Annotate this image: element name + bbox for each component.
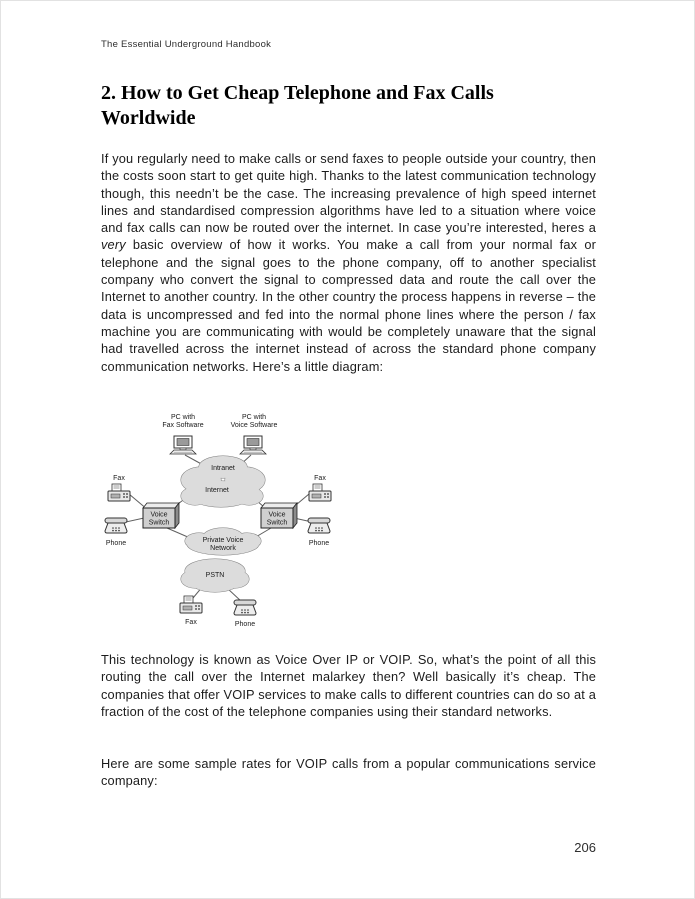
voice-switch-right-label-line2: Switch (266, 519, 288, 527)
page-number: 206 (574, 840, 596, 855)
private-voice-label-line1: Private Voice (202, 537, 244, 544)
paragraph-intro-text: If you regularly need to make calls or send faxes to people outside your country, then the costs soon start to get quite high. Thanks to the latest communication technology though, this needn’t be the case. The increasing prevalence of high speed internet lines and standardised compression algorithms have led to a situation where voice and fax calls can now be routed over the internet. In case you’re interested, heres a (101, 151, 596, 236)
fax-bottom-icon (180, 596, 202, 613)
phone-right-label: Phone (308, 540, 330, 547)
phone-bottom-icon (234, 600, 256, 615)
internet-label: Internet (205, 487, 229, 494)
fax-bottom-label: Fax (185, 619, 197, 626)
paragraph-rates-intro: Here are some sample rates for VOIP calls from a popular communications service company: (101, 756, 596, 789)
pc-fax-label-line1: PC with (170, 414, 196, 421)
paragraph-voip: This technology is known as Voice Over IP or VOIP. So, what’s the point of all this routing the call over the Internet malarkey then? Well basically it’s cheap. The companies that offer VOIP services to make calls to different countries can do so at a fraction of the cost of the telephone companies using their standard networks. (101, 652, 596, 719)
intranet-label: Intranet (211, 465, 235, 472)
paragraph-intro (101, 150, 596, 375)
voip-network-diagram (101, 410, 351, 648)
pc-fax-icon (170, 436, 196, 454)
running-header: The Essential Underground Handbook (101, 39, 272, 50)
pc-fax-label-line2: Fax Software (162, 422, 204, 429)
chapter-title: 2. How to Get Cheap Telephone and Fax Calls Worldwide (101, 82, 494, 129)
fax-left-icon (108, 484, 130, 501)
emphasis-very: very (101, 237, 126, 253)
pc-voice-icon (240, 436, 266, 454)
pc-voice-label-line2: Voice Software (230, 422, 278, 429)
phone-left-icon (105, 518, 127, 533)
voip-diagram-svg (101, 410, 351, 648)
voice-switch-right-label-line1: Voice (268, 511, 286, 519)
phone-left-label: Phone (105, 540, 127, 547)
voice-switch-left-label-line1: Voice (150, 511, 168, 519)
pstn-label: PSTN (205, 572, 225, 579)
internet-cloud (181, 456, 265, 507)
phone-bottom-label: Phone (234, 621, 256, 628)
fax-left-label: Fax (113, 475, 125, 482)
private-voice-label-line2: Network (210, 545, 236, 552)
fax-right-icon (309, 484, 331, 501)
phone-right-icon (308, 518, 330, 533)
pc-voice-label-line1: PC with (241, 414, 267, 421)
voice-switch-left-label-line2: Switch (148, 519, 170, 527)
fax-right-label: Fax (314, 475, 326, 482)
paragraph-intro-text-cont: basic overview of how it works. You make a call from your normal fax or telephone and the signal goes to the phone company, off to another specialist company who convert the signal to compressed data and route the call over the Internet to another country. In the other country the process happens in reverse – the data is uncompressed and fed into the normal phone lines where the person / fax machine you are communicating with would be completely unaware that the signal had travelled across the internet instead of across the standard phone company communication networks. Here’s a little diagram: (101, 237, 596, 374)
